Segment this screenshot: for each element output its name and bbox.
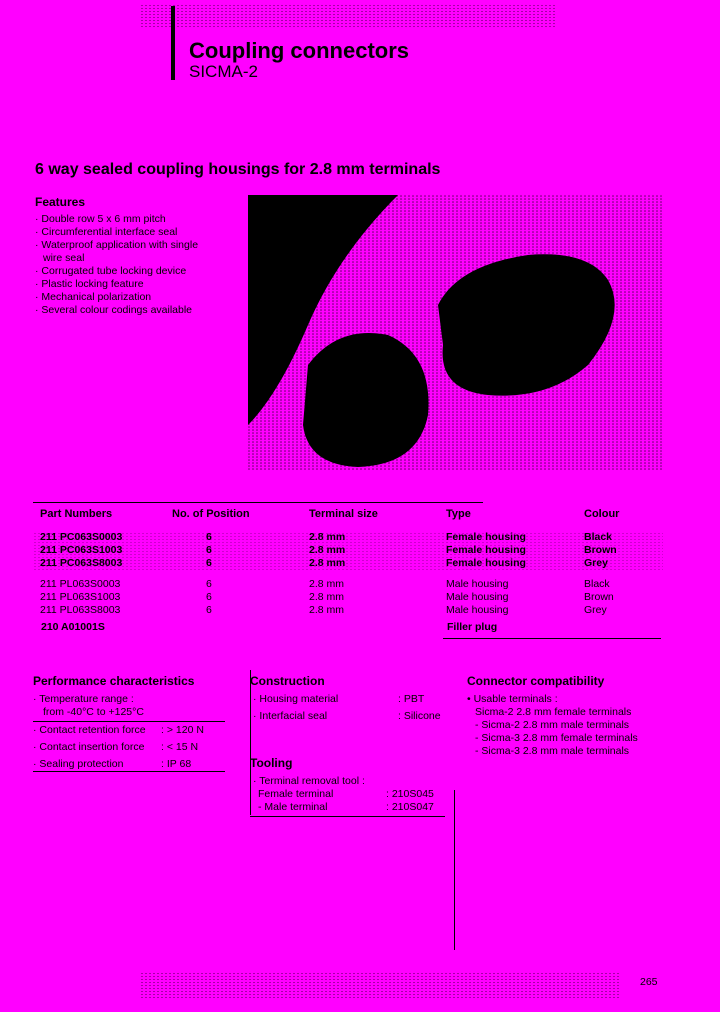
filler-type: Filler plug [447, 621, 498, 633]
spec-row [258, 801, 443, 814]
spec-value: : 210S047 [386, 801, 434, 813]
scan-noise-bottom [140, 972, 620, 1000]
rule [33, 771, 225, 772]
spec-row [258, 788, 443, 801]
spec-label-text: Female terminal [258, 788, 334, 800]
spec-label [258, 788, 386, 801]
spec-label-text: Contact insertion force [39, 741, 145, 753]
page-subtitle: SICMA-2 [189, 62, 258, 81]
compat-item: - Sicma-3 2.8 mm female terminals [475, 732, 638, 744]
spec-row [33, 741, 225, 758]
tooling-intro-text: Terminal removal tool : [259, 775, 365, 787]
performance-list [33, 724, 225, 775]
compat-intro-text: Usable terminals : [473, 693, 558, 705]
table-cell: Male housing [446, 578, 509, 590]
feature-text: Waterproof application with single wire seal [41, 239, 199, 264]
spec-value: : 210S045 [386, 788, 434, 800]
rule [33, 721, 225, 722]
column-header: Colour [584, 508, 620, 520]
table-cell: Male housing [446, 604, 509, 616]
column-divider [454, 790, 455, 950]
feature-item: · Several colour codings available [35, 304, 193, 316]
table-cell: 211 PC063S8003 [40, 557, 123, 569]
spec-label-text: Contact retention force [39, 724, 146, 736]
spec-label-text: - Male terminal [258, 801, 328, 813]
feature-text: Circumferential interface seal [41, 226, 178, 238]
product-photo [248, 195, 663, 470]
spec-label-text: Interfacial seal [259, 710, 328, 722]
table-cell: 6 [206, 591, 212, 603]
construction-list [253, 693, 443, 727]
page-title: Coupling connectors [189, 38, 409, 63]
spec-value: : PBT [398, 693, 425, 705]
spec-label: · Contact insertion force [33, 741, 145, 753]
table-row [40, 591, 664, 604]
spec-row [33, 724, 225, 741]
table-cell: 2.8 mm [309, 591, 345, 603]
table-cell: Brown [584, 544, 617, 556]
column-header: No. of Position [172, 508, 250, 520]
spec-row [253, 710, 443, 727]
scan-noise-top [140, 4, 555, 28]
table-cell: 2.8 mm [309, 578, 345, 590]
spec-value: : > 120 N [161, 724, 204, 736]
feature-item: · Mechanical polarization [35, 291, 152, 303]
table-cell: 211 PL063S8003 [40, 604, 121, 616]
feature-item: · Circumferential interface seal [35, 226, 178, 238]
temperature-value: from -40°C to +125°C [43, 706, 144, 718]
feature-text: Plastic locking feature [41, 278, 144, 290]
compat-item: Sicma-2 2.8 mm female terminals [475, 706, 632, 718]
compat-list [475, 706, 638, 758]
compat-heading: Connector compatibility [467, 674, 605, 688]
column-header: Type [446, 508, 471, 520]
table-cell: 2.8 mm [309, 531, 346, 543]
temperature-label-text: Temperature range : [39, 693, 134, 705]
tooling-intro: · Terminal removal tool : [253, 775, 365, 787]
compat-item: - Sicma-3 2.8 mm male terminals [475, 745, 630, 757]
table-cell: Brown [584, 591, 614, 603]
table-row [40, 557, 664, 570]
empty-cell [172, 617, 309, 635]
table-cell: 211 PL063S0003 [40, 578, 121, 590]
table-cell: 2.8 mm [309, 557, 346, 569]
spec-label-text: Housing material [259, 693, 339, 705]
table-cell: Black [584, 531, 613, 543]
table-cell: 6 [206, 578, 212, 590]
table-header-row [40, 508, 664, 531]
filler-row [40, 617, 664, 635]
empty-cell [309, 617, 446, 635]
spec-value: : < 15 N [161, 741, 199, 753]
feature-item: · Corrugated tube locking device [35, 265, 187, 277]
feature-item: · Plastic locking feature [35, 278, 144, 290]
table-cell: 2.8 mm [309, 604, 345, 616]
feature-text: Mechanical polarization [41, 291, 152, 303]
table-cell: 6 [206, 604, 212, 616]
compat-intro: • Usable terminals : [467, 693, 558, 705]
spec-label [258, 801, 386, 814]
rule [250, 816, 445, 817]
table-cell: 211 PL063S1003 [40, 591, 121, 603]
table-cell: 6 [206, 544, 212, 556]
spec-label: · Housing material [253, 693, 339, 705]
construction-heading: Construction [250, 674, 325, 688]
table-row [40, 570, 664, 591]
feature-text: Corrugated tube locking device [41, 265, 187, 277]
table-cell: 211 PC063S1003 [40, 544, 123, 556]
feature-text: Double row 5 x 6 mm pitch [41, 213, 166, 225]
filler-part: 210 A01001S [41, 621, 105, 633]
table-cell: 6 [206, 557, 212, 569]
table-row [40, 604, 664, 617]
title-bar [171, 6, 175, 80]
spec-value: : Silicone [398, 710, 441, 722]
table-cell: Female housing [446, 557, 526, 569]
table-cell: 211 PC063S0003 [40, 531, 123, 543]
table-row [40, 531, 664, 544]
temperature-label: · Temperature range : [33, 693, 134, 705]
column-divider [250, 670, 251, 815]
spec-label-text: Sealing protection [39, 758, 124, 770]
table-cell: Female housing [446, 531, 526, 543]
page-number: 265 [640, 976, 658, 988]
features-heading: Features [35, 195, 86, 209]
column-header: Part Numbers [40, 508, 113, 520]
table-cell: Grey [584, 557, 608, 569]
spec-row [253, 693, 443, 710]
table-cell: Black [584, 578, 610, 590]
spec-label: · Sealing protection [33, 758, 124, 770]
table-cell: Grey [584, 604, 607, 616]
table-cell: Female housing [446, 544, 526, 556]
spec-label: · Interfacial seal [253, 710, 328, 722]
table-cell: 6 [206, 531, 212, 543]
table-cell: 2.8 mm [309, 544, 346, 556]
column-header: Terminal size [309, 508, 378, 520]
spec-label: · Contact retention force [33, 724, 146, 736]
feature-item: · Double row 5 x 6 mm pitch [35, 213, 166, 225]
compat-item: - Sicma-2 2.8 mm male terminals [475, 719, 630, 731]
tooling-list [258, 788, 443, 814]
table-bottom-rule [443, 638, 661, 639]
table-cell: Male housing [446, 591, 509, 603]
spec-row [33, 758, 225, 775]
section-title: 6 way sealed coupling housings for 2.8 mm terminals [35, 161, 441, 178]
table-top-rule [33, 502, 483, 503]
performance-heading: Performance characteristics [33, 674, 195, 688]
parts-table [40, 508, 664, 635]
table-row [40, 544, 664, 557]
tooling-heading: Tooling [250, 756, 293, 770]
spec-value: : IP 68 [161, 758, 192, 770]
features-list [35, 213, 215, 317]
feature-item: · Waterproof application with single wire seal [35, 239, 199, 264]
feature-text: Several colour codings available [41, 304, 193, 316]
